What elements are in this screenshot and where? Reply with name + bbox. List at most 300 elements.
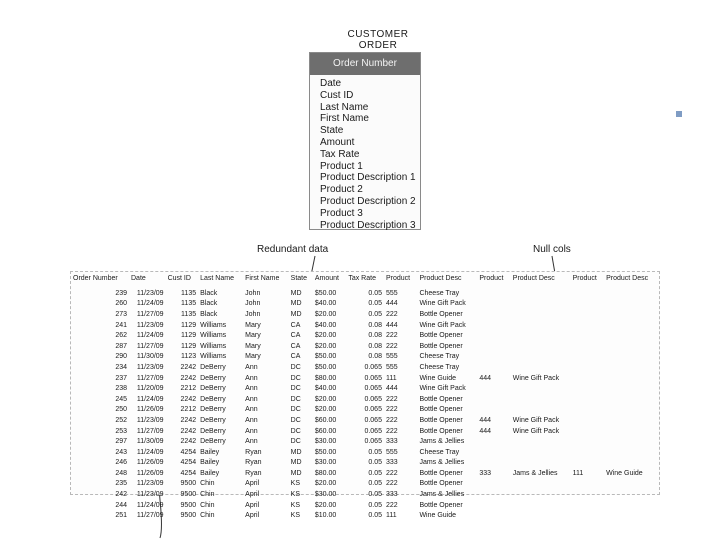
table-cell: 222 [385, 406, 398, 414]
table-cell: Chin [200, 512, 215, 520]
entity-attribute: Product Description 2 [320, 195, 416, 207]
table-cell [604, 489, 659, 500]
table-cell: 262 [115, 332, 127, 340]
table-cell: John [245, 310, 261, 318]
table-row [71, 500, 659, 511]
table-cell: 250 [115, 406, 127, 414]
table-cell [511, 330, 571, 341]
table-cell: 11/24/09 [136, 501, 164, 509]
table-cell: 297 [115, 438, 127, 446]
table-cell: Bottle Opener [419, 501, 463, 509]
table-cell [477, 458, 510, 469]
table-cell [604, 309, 659, 320]
table-row [71, 320, 659, 331]
table-cell: Cheese Tray [419, 448, 460, 456]
table-cell: Ryan [245, 448, 262, 456]
table-cell: Bottle Opener [419, 406, 463, 414]
table-cell [604, 436, 659, 447]
table-cell [604, 299, 659, 310]
table-cell: 333 [479, 469, 491, 477]
table-row [71, 330, 659, 341]
table-cell [477, 362, 510, 373]
table-cell: Williams [200, 332, 227, 340]
table-cell: Bottle Opener [419, 427, 463, 435]
table-cell: DC [290, 438, 301, 446]
table-cell [571, 510, 604, 521]
table-cell: 222 [385, 480, 398, 488]
table-cell: $30.00 [314, 459, 337, 467]
table-cell [571, 394, 604, 405]
table-cell: 0.08 [368, 353, 382, 361]
table-cell [571, 500, 604, 511]
table-cell [477, 330, 510, 341]
table-cell: $60.00 [314, 416, 337, 424]
table-cell: John [245, 300, 261, 308]
table-cell: $50.00 [314, 289, 337, 297]
table-cell: KS [290, 501, 300, 509]
table-cell: Wine Gift Pack [512, 416, 560, 424]
table-cell: KS [290, 512, 300, 520]
table-cell [511, 288, 571, 299]
table-cell: 0.065 [364, 427, 382, 435]
table-cell: Black [200, 289, 218, 297]
table-cell: DC [290, 374, 301, 382]
table-cell: 0.065 [364, 395, 382, 403]
table-row [71, 468, 659, 479]
table-cell: 0.065 [364, 385, 382, 393]
table-cell [604, 510, 659, 521]
table-cell: CA [290, 321, 301, 329]
table-cell: 251 [115, 512, 127, 520]
table-row [71, 405, 659, 416]
table-cell [604, 394, 659, 405]
column-header: First Name [245, 275, 280, 282]
table-cell [604, 373, 659, 384]
table-cell: DeBerry [200, 416, 226, 424]
table-cell [571, 330, 604, 341]
table-cell: 11/30/09 [136, 438, 164, 446]
column-header: Product Desc [606, 275, 649, 282]
table-cell: DC [290, 427, 301, 435]
table-cell: April [245, 501, 260, 509]
table-cell [571, 447, 604, 458]
table-cell: 239 [115, 289, 127, 297]
table-cell: $60.00 [314, 427, 337, 435]
table-cell: Ann [245, 374, 258, 382]
table-cell: 11/24/09 [136, 395, 164, 403]
table-cell: 290 [115, 353, 127, 361]
table-cell: Bottle Opener [419, 416, 463, 424]
table-cell: $30.00 [314, 438, 337, 446]
table-cell [511, 383, 571, 394]
table-cell [477, 341, 510, 352]
table-cell: 252 [115, 416, 127, 424]
table-cell: CA [290, 342, 301, 350]
table-cell [571, 458, 604, 469]
table-cell: Ann [245, 438, 258, 446]
table-cell: Chin [200, 501, 215, 509]
entity-primary-key: Order Number [310, 53, 420, 75]
table-body [71, 288, 659, 521]
table-cell [571, 309, 604, 320]
table-cell: 444 [385, 385, 398, 393]
column-header: Amount [314, 275, 339, 282]
table-cell: 444 [385, 321, 398, 329]
table-cell: 11/23/09 [136, 363, 164, 371]
table-row [71, 489, 659, 500]
entity-attribute: Product Description 3 [320, 219, 416, 231]
table-cell: $50.00 [314, 363, 337, 371]
table-cell [511, 362, 571, 373]
table-cell [511, 341, 571, 352]
table-cell: Bailey [200, 469, 220, 477]
table-cell: Wine Gift Pack [419, 300, 466, 308]
table-cell: Wine Guide [419, 512, 457, 520]
table-cell: 333 [385, 459, 398, 467]
table-cell [477, 288, 510, 299]
table-cell: 0.065 [364, 438, 382, 446]
entity-attribute: Product 3 [320, 207, 363, 219]
table-cell: Bottle Opener [419, 342, 463, 350]
table-cell [571, 320, 604, 331]
table-cell: 11/24/09 [136, 332, 164, 340]
table-cell: 555 [385, 448, 398, 456]
table-cell: 1123 [181, 353, 197, 361]
null-cols-label: Null cols [533, 244, 571, 255]
entity-attribute: Cust ID [320, 89, 354, 101]
table-cell: 0.065 [364, 416, 382, 424]
table-cell: $40.00 [314, 321, 337, 329]
table-cell: KS [290, 491, 300, 499]
redundant-data-label: Redundant data [257, 244, 329, 255]
table-cell: 2212 [180, 406, 197, 414]
table-cell: DeBerry [200, 438, 226, 446]
table-cell: 253 [115, 427, 127, 435]
table-cell [604, 426, 659, 437]
table-cell: $20.00 [314, 406, 337, 414]
table-cell: DeBerry [200, 427, 226, 435]
table-cell: 4254 [180, 469, 197, 477]
table-cell: Bottle Opener [419, 310, 463, 318]
table-cell [511, 352, 571, 363]
table-cell: $30.00 [314, 491, 337, 499]
table-cell: DC [290, 363, 301, 371]
column-header: Tax Rate [348, 275, 376, 282]
table-cell: 1129 [181, 321, 197, 329]
table-cell: $80.00 [314, 374, 337, 382]
table-cell: 245 [115, 395, 127, 403]
table-row [71, 299, 659, 310]
table-cell [571, 299, 604, 310]
table-cell: 11/26/09 [136, 406, 164, 414]
table-cell: Williams [200, 321, 227, 329]
table-cell: Black [200, 310, 218, 318]
table-cell: 11/23/09 [136, 416, 164, 424]
entity-title: CUSTOMER ORDER [347, 29, 409, 51]
column-header: Product [385, 275, 411, 282]
table-cell [571, 415, 604, 426]
column-header: Cust ID [167, 275, 191, 282]
table-cell [477, 489, 510, 500]
entity-attribute: Product 1 [320, 160, 363, 172]
column-header: Product [572, 275, 597, 282]
table-cell: 0.08 [368, 332, 382, 340]
table-cell [604, 447, 659, 458]
table-cell: DeBerry [200, 363, 226, 371]
table-cell: $20.00 [314, 332, 337, 340]
table-cell: 1129 [181, 342, 197, 350]
table-cell: 111 [385, 512, 397, 520]
table-cell: 222 [385, 427, 398, 435]
table-cell: $50.00 [314, 353, 337, 361]
table-cell: 11/24/09 [136, 448, 164, 456]
table-cell [477, 299, 510, 310]
table-row [71, 288, 659, 299]
table-cell [477, 352, 510, 363]
table-cell: 2242 [180, 395, 197, 403]
table-cell: 0.05 [368, 480, 382, 488]
table-cell: 237 [115, 374, 127, 382]
table-cell [571, 479, 604, 490]
table-cell: DC [290, 406, 301, 414]
table-cell [511, 500, 571, 511]
table-cell [571, 341, 604, 352]
table-cell: 11/27/09 [136, 427, 164, 435]
table-cell: 555 [385, 363, 398, 371]
table-cell: 9500 [180, 480, 197, 488]
table-cell: Ann [245, 406, 258, 414]
table-cell: DeBerry [200, 374, 226, 382]
table-cell: MD [290, 448, 302, 456]
table-cell [604, 341, 659, 352]
table-cell: Mary [245, 332, 261, 340]
table-cell: 0.05 [368, 300, 382, 308]
table-cell [477, 479, 510, 490]
table-cell [604, 320, 659, 331]
table-cell: Black [200, 300, 218, 308]
table-cell: 11/24/09 [136, 300, 164, 308]
table-cell [604, 458, 659, 469]
table-cell: 11/27/09 [136, 310, 164, 318]
entity-attribute: Product 2 [320, 184, 363, 196]
column-header: Last Name [200, 275, 234, 282]
table-cell: Jams & Jellies [419, 438, 465, 446]
column-header: Product Desc [512, 275, 555, 282]
entity-attribute: Date [320, 78, 342, 89]
table-cell: Williams [200, 342, 227, 350]
table-cell: DeBerry [200, 406, 226, 414]
table-cell: $80.00 [314, 469, 337, 477]
table-cell: 273 [115, 310, 127, 318]
table-cell: 444 [385, 300, 398, 308]
table-cell [477, 510, 510, 521]
table-cell [571, 426, 604, 437]
table-cell: Bottle Opener [419, 480, 463, 488]
table-cell [571, 352, 604, 363]
table-cell: DeBerry [200, 385, 226, 393]
table-cell: CA [290, 353, 301, 361]
table-cell: 222 [385, 501, 398, 509]
table-cell: 2242 [180, 438, 197, 446]
table-cell: Ann [245, 363, 258, 371]
table-cell: Jams & Jellies [512, 469, 558, 477]
table-cell: 4254 [180, 448, 197, 456]
table-cell: MD [290, 469, 302, 477]
entity-attribute: Last Name [320, 101, 369, 113]
table-cell: 11/27/09 [136, 374, 164, 382]
table-cell: Bailey [200, 459, 220, 467]
order-table-container [70, 271, 660, 520]
table-cell [604, 479, 659, 490]
table-cell: 444 [479, 427, 491, 435]
table-row [71, 436, 659, 447]
table-cell [511, 447, 571, 458]
table-row [71, 362, 659, 373]
table-cell: $20.00 [314, 342, 337, 350]
table-cell: Cheese Tray [419, 353, 460, 361]
table-cell: 0.05 [368, 491, 382, 499]
column-header: Order Number [73, 275, 118, 282]
table-row [71, 341, 659, 352]
table-cell: 111 [385, 374, 397, 382]
table-cell: 0.05 [368, 310, 382, 318]
table-cell [477, 383, 510, 394]
table-cell: 0.05 [368, 289, 382, 297]
table-cell: Wine Gift Pack [419, 321, 466, 329]
table-cell: Ann [245, 385, 258, 393]
table-cell: Cheese Tray [419, 363, 460, 371]
table-cell [511, 299, 571, 310]
table-cell: 11/27/09 [136, 512, 164, 520]
table-cell: CA [290, 332, 301, 340]
table-cell: $20.00 [314, 310, 337, 318]
table-cell: 243 [115, 448, 127, 456]
table-row [71, 383, 659, 394]
table-cell: Ryan [245, 469, 262, 477]
table-cell: $20.00 [314, 501, 337, 509]
table-cell: DC [290, 385, 301, 393]
table-cell: DC [290, 416, 301, 424]
table-cell: 11/27/09 [136, 342, 164, 350]
table-cell [477, 447, 510, 458]
table-cell: Ryan [245, 459, 262, 467]
entity-attribute: State [320, 125, 344, 137]
table-cell: 0.05 [368, 512, 382, 520]
table-cell: MD [290, 310, 302, 318]
table-cell: April [245, 480, 260, 488]
table-cell: 444 [479, 416, 491, 424]
table-cell: 0.05 [368, 469, 382, 477]
table-cell: 222 [385, 310, 398, 318]
entity-attribute: Amount [320, 136, 355, 148]
table-cell: 555 [385, 353, 398, 361]
table-cell: Bottle Opener [419, 469, 463, 477]
table-cell: 555 [385, 289, 398, 297]
table-cell: 222 [385, 469, 398, 477]
entity-attribute: First Name [320, 113, 369, 125]
table-cell: 1135 [181, 310, 197, 318]
table-cell: 0.08 [368, 342, 382, 350]
table-cell [477, 394, 510, 405]
table-cell: Bailey [200, 448, 220, 456]
table-cell: 11/26/09 [136, 459, 164, 467]
table-cell: Ann [245, 427, 258, 435]
table-cell: 9500 [180, 512, 197, 520]
table-cell [511, 489, 571, 500]
table-row [71, 426, 659, 437]
order-table [71, 272, 659, 521]
column-header: Product Desc [419, 275, 462, 282]
table-cell: John [245, 289, 261, 297]
table-cell: Bottle Opener [419, 332, 463, 340]
table-cell [604, 352, 659, 363]
table-cell: $40.00 [314, 300, 337, 308]
table-cell: $20.00 [314, 395, 337, 403]
table-cell: Bottle Opener [419, 395, 463, 403]
table-cell: 9500 [180, 491, 197, 499]
table-cell: Mary [245, 321, 261, 329]
table-cell [511, 458, 571, 469]
table-cell: MD [290, 459, 302, 467]
table-header-row [71, 272, 659, 288]
table-cell: 333 [385, 438, 398, 446]
table-cell: 11/23/09 [136, 289, 164, 297]
table-cell: KS [290, 480, 300, 488]
table-cell: 11/23/09 [136, 321, 164, 329]
table-cell: 222 [385, 416, 398, 424]
table-cell: 2212 [180, 385, 197, 393]
table-cell: Wine Guide [606, 469, 643, 477]
table-cell: 222 [385, 395, 398, 403]
table-cell: 4254 [180, 459, 197, 467]
table-cell: 2242 [180, 427, 197, 435]
table-cell: 287 [115, 342, 127, 350]
table-cell: 1135 [181, 289, 197, 297]
table-cell [477, 309, 510, 320]
table-cell [477, 405, 510, 416]
table-cell: Mary [245, 353, 261, 361]
table-cell: 0.05 [368, 459, 382, 467]
table-cell: April [245, 512, 260, 520]
table-cell: 1129 [181, 332, 197, 340]
table-row [71, 447, 659, 458]
table-cell: 1135 [181, 300, 197, 308]
entity-attribute: Product Description 1 [320, 172, 416, 184]
table-cell [604, 330, 659, 341]
entity-attribute: Tax Rate [320, 148, 360, 160]
table-row [71, 415, 659, 426]
table-cell: 11/30/09 [136, 353, 164, 361]
table-cell [571, 405, 604, 416]
table-cell [604, 383, 659, 394]
table-cell: 246 [115, 459, 127, 467]
table-cell: 0.065 [364, 374, 382, 382]
table-cell [477, 500, 510, 511]
table-row [71, 309, 659, 320]
table-cell: $10.00 [314, 512, 337, 520]
table-cell: DeBerry [200, 395, 226, 403]
table-cell: DC [290, 395, 301, 403]
table-cell: 111 [572, 469, 584, 477]
table-cell: Chin [200, 491, 215, 499]
table-cell: 2242 [180, 374, 197, 382]
column-header: Product [479, 275, 504, 282]
table-cell: MD [290, 289, 302, 297]
table-cell: MD [290, 300, 302, 308]
table-cell: 235 [115, 480, 127, 488]
table-row [71, 458, 659, 469]
table-cell [511, 479, 571, 490]
